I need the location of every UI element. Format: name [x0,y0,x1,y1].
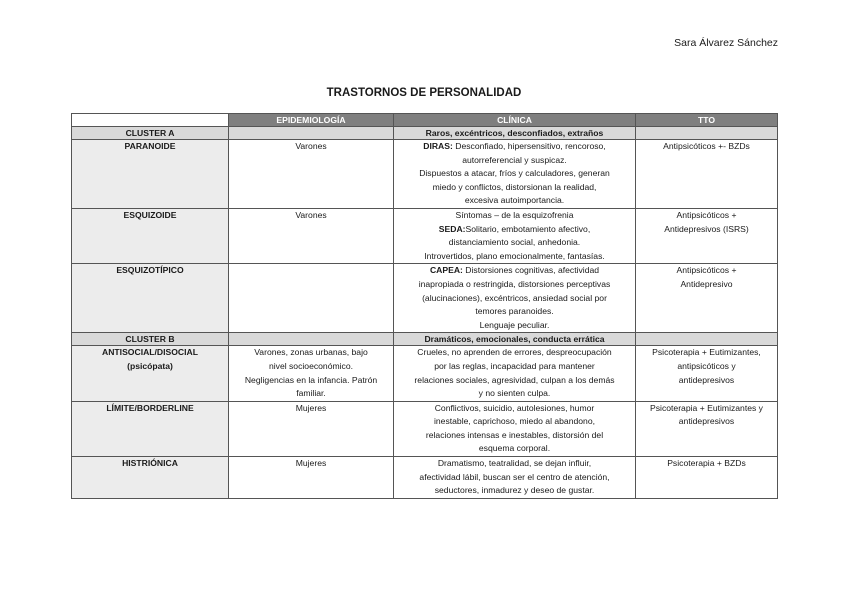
clinical-cell: DIRAS: Desconfiado, hipersensitivo, rencoroso, autorreferencial y suspicaz. Dispuestos a atacar, fríos y calculadores, generan miedo y conflictos, distorsionan la realidad, excesiva autoimportancia. [394,140,636,209]
table-row-antisocial [72,346,778,401]
author-name: Sara Álvarez Sánchez [674,37,778,49]
treatment-cell: Antipsicóticos + Antidepresivo [636,264,778,333]
treatment-cell: Psicoterapia + Eutimizantes y antidepresivos [636,401,778,456]
table-row-limite [72,401,778,456]
header-epidemiologia: EPIDEMIOLOGÍA [229,114,394,127]
epidemiology-cell: Varones [229,140,394,209]
table-row-histrionica [72,457,778,499]
disorder-name: ANTISOCIAL/DISOCIAL (psicópata) [72,346,229,401]
clinical-cell: Conflictivos, suicidio, autolesiones, humor inestable, caprichoso, miedo al abandono, relaciones intensas e inestables, distorsión del esquema corporal. [394,401,636,456]
epidemiology-cell: Varones [229,208,394,263]
clinical-cell: Dramatismo, teatralidad, se dejan influir, afectividad lábil, buscan ser el centro de atención, seductores, inmadurez y deseo de gustar. [394,457,636,499]
disorder-name: PARANOIDE [72,140,229,209]
acronym: DIRAS: [423,141,453,151]
cluster-label: CLUSTER B [72,333,229,346]
header-blank [72,114,229,127]
cluster-a-row [72,127,778,140]
epidemiology-cell: Mujeres [229,401,394,456]
acronym: CAPEA: [429,265,463,276]
disorder-name: ESQUIZOTÍPICO [72,264,229,333]
treatment-cell: Psicoterapia + BZDs [636,457,778,499]
acronym: SEDA: [438,223,466,234]
clinical-cell: Síntomas – de la esquizofrenia SEDA:Solitario, embotamiento afectivo, distanciamiento social, anhedonia. Introvertidos, plano emocionalmente, fantasías. [394,208,636,263]
treatment-cell: Antipsicóticos + Antidepresivos (ISRS) [636,208,778,263]
table-row-paranoide [72,140,778,209]
epidemiology-cell [229,264,394,333]
header-clinica: CLÍNICA [394,114,636,127]
header-row [72,114,778,127]
treatment-cell: Antipsicóticos +- BZDs [636,140,778,209]
table-row-esquizoide [72,208,778,263]
clinical-cell: CAPEA: Distorsiones cognitivas, afectividad inapropiada o restringida, distorsiones perceptivas (alucinaciones), excéntricos, ansiedad social por temores paranoides. Lenguaje peculiar. [394,264,636,333]
clinical-cell: Crueles, no aprenden de errores, despreocupación por las reglas, incapacidad para mantener relaciones sociales, agresividad, culpan a los demás y no sienten culpa. [394,346,636,401]
cluster-b-row [72,333,778,346]
epidemiology-cell: Varones, zonas urbanas, bajo nivel socioeconómico. Negligencias en la infancia. Patrón familiar. [229,346,394,401]
disorder-name: LÍMITE/BORDERLINE [72,401,229,456]
header-tto: TTO [636,114,778,127]
treatment-cell: Psicoterapia + Eutimizantes, antipsicóticos y antidepresivos [636,346,778,401]
personality-disorders-table [71,113,778,499]
cluster-description: Dramáticos, emocionales, conducta errática [394,333,636,346]
table-row-esquizotipico [72,264,778,333]
disorder-name: HISTRIÓNICA [72,457,229,499]
cluster-description: Raros, excéntricos, desconfiados, extraños [394,127,636,140]
disorder-name: ESQUIZOIDE [72,208,229,263]
epidemiology-cell: Mujeres [229,457,394,499]
page-title: TRASTORNOS DE PERSONALIDAD [326,87,522,99]
cluster-label: CLUSTER A [72,127,229,140]
